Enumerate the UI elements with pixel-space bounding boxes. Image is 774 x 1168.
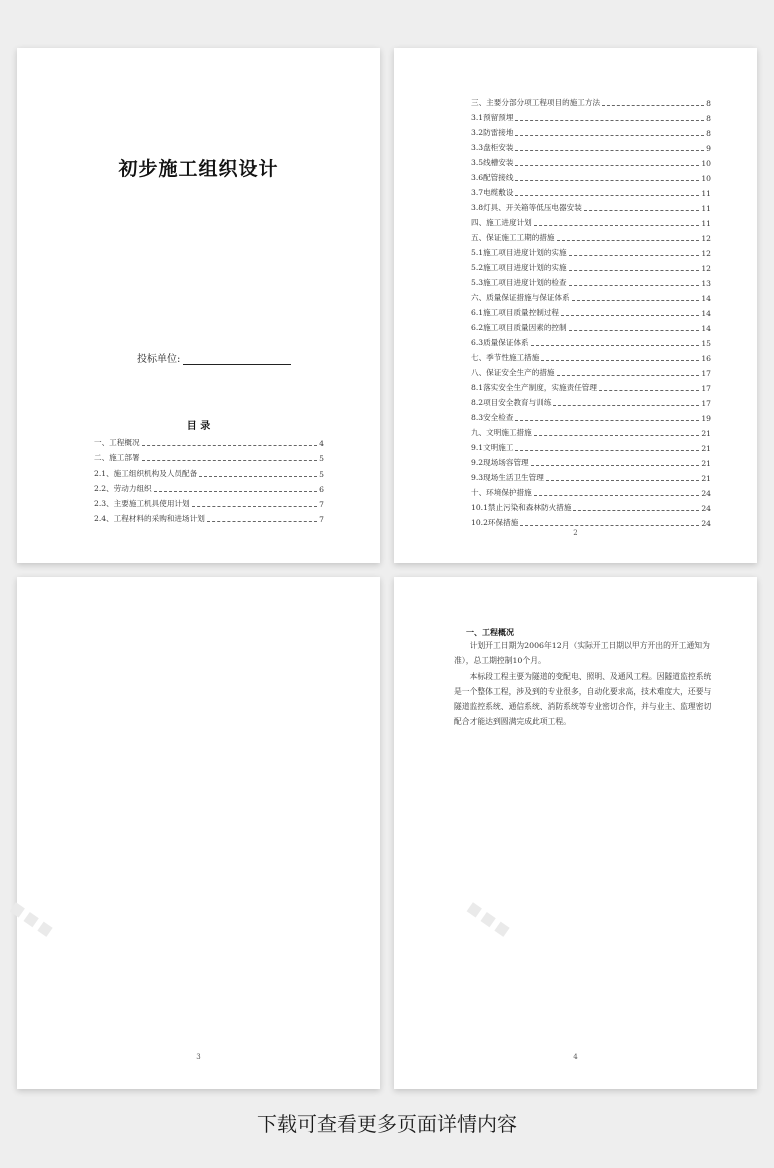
- toc-entry: 3.5线槽安装 10: [471, 158, 711, 168]
- toc-entry: 5.3施工项目进度计划的检查 13: [471, 278, 711, 288]
- section-heading: 一、工程概况: [466, 627, 514, 637]
- paragraph-schedule: 计划开工日期为2006年12月（实际开工日期以甲方开出的开工通知为准），总工期控制10个月。: [454, 641, 710, 665]
- toc-entry: 8.2项目安全教育与训练 17: [471, 398, 711, 408]
- toc-entry: 三、主要分部分项工程项目的施工方法 8: [471, 98, 711, 108]
- toc-entry: 八、保证安全生产的措施 17: [471, 368, 711, 378]
- bidder-blank-line: [183, 353, 291, 365]
- toc-entry: 2.4、工程材料的采购和进场计划 7: [94, 514, 324, 525]
- toc-entry: 3.7电缆敷设 11: [471, 188, 711, 198]
- toc-list-continued: [471, 93, 711, 528]
- paragraph-scope: 本标段工程主要为隧道的变配电、照明、及通风工程。因隧道监控系统是一个整体工程，涉及到的专业很多，自动化要求高，技术难度大，还要与隧道监控系统、通信系统、消防系统等专业密切合作，并与业主、监理密切配合才能达到圆满完成此项工程。: [454, 672, 712, 726]
- watermark: ▪▪▪: [4, 894, 61, 945]
- toc-entry: 五、保证施工工期的措施 12: [471, 233, 711, 243]
- toc-entry: 十、环境保护措施 24: [471, 488, 711, 498]
- document-page-1: [17, 48, 380, 563]
- page-number: 4: [573, 1053, 578, 1061]
- toc-entry: 10.2环保措施 24: [471, 518, 711, 528]
- document-page-4: [394, 577, 757, 1089]
- toc-entry: 一、工程概况 4: [94, 438, 324, 449]
- toc-entry: 9.1文明施工 21: [471, 443, 711, 453]
- toc-entry: 九、文明施工措施 21: [471, 428, 711, 438]
- toc-entry: 8.1落实安全生产制度，实施责任管理 17: [471, 383, 711, 393]
- toc-entry: 2.3、主要施工机具使用计划 7: [94, 498, 324, 509]
- toc-list: [94, 433, 324, 524]
- toc-entry: 六、质量保证措施与保证体系 14: [471, 293, 711, 303]
- toc-entry: 3.8灯具、开关箱等低压电器安装 11: [471, 203, 711, 213]
- document-page-3: [4, 577, 380, 1089]
- document-title: 初步施工组织设计: [118, 158, 279, 180]
- toc-entry: 5.2施工项目进度计划的实施 12: [471, 263, 711, 273]
- toc-entry: 四、施工进度计划 11: [471, 218, 711, 228]
- page-number: 2: [573, 529, 578, 537]
- page-number: 3: [196, 1053, 201, 1061]
- toc-entry: 5.1施工项目进度计划的实施 12: [471, 248, 711, 258]
- toc-heading: 目 录: [186, 421, 211, 432]
- toc-entry: 9.3现场生活卫生管理 21: [471, 473, 711, 483]
- bidder-label: 投标单位:: [137, 354, 181, 365]
- document-page-2: [394, 48, 757, 563]
- toc-entry: 七、季节性施工措施 16: [471, 353, 711, 363]
- toc-entry: 二、施工部署 5: [94, 453, 324, 464]
- toc-entry: 3.1预留预埋 8: [471, 113, 711, 123]
- toc-entry: 10.1禁止污染和森林防火措施 24: [471, 503, 711, 513]
- toc-entry: 8.3安全检查 19: [471, 413, 711, 423]
- toc-entry: 6.3质量保证体系 15: [471, 338, 711, 348]
- toc-entry: 6.1施工项目质量控制过程 14: [471, 308, 711, 318]
- toc-entry: 3.2防雷接地 8: [471, 128, 711, 138]
- download-more-caption[interactable]: 下载可查看更多页面详情内容: [257, 1112, 517, 1136]
- toc-entry: 6.2施工项目质量因素的控制 14: [471, 323, 711, 333]
- toc-entry: 3.3盘柜安装 9: [471, 143, 711, 153]
- toc-entry: 2.2、劳动力组织 6: [94, 483, 324, 494]
- watermark: ▪▪▪: [461, 894, 518, 945]
- toc-entry: 2.1、施工组织机构及人员配备 5: [94, 468, 324, 479]
- toc-entry: 9.2现场场容管理 21: [471, 458, 711, 468]
- toc-entry: 3.6配管接线 10: [471, 173, 711, 183]
- bidder-field: [137, 350, 291, 365]
